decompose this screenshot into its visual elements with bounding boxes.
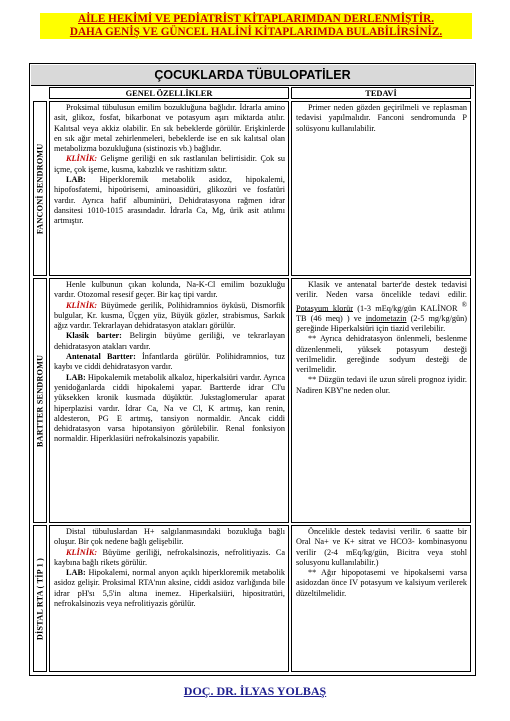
row-label-distal-rta xyxy=(33,525,47,672)
fanconi-treatment xyxy=(291,101,471,276)
page-title: ÇOCUKLARDA TÜBULOPATİLER xyxy=(31,65,474,86)
fanconi-klinik: KLİNİK: Gelişme geriliği en sık rastlanılan belirtisidir. Çok su içme, çok işeme, kusma, kabızlık ve rashitizm sıktır. xyxy=(54,154,285,174)
fanconi-lab: LAB: Hiperkloremik metabolik asidoz, hipokalemi, hipofosfatemi, hipoürisemi, aminoasidüri, glikozüri ve fosfatüri vardır. Ayrıca hafif albuminüri, Dehidratasyona rağmen idrar dansitesi 1010-1015 arasındadır. İdrarla Ca, Mg, ürik asit atılımı artmıştır. xyxy=(54,175,285,226)
bartter-general xyxy=(49,278,289,523)
fanconi-treatment-text: Primer neden gözden geçirilmeli ve replasman tedavisi yapılmalıdır. Fanconi sendromunda P solüsyonu kullanılabilir. xyxy=(296,103,467,133)
bartter-intro: Henle kulbunun çıkan kolunda, Na-K-Cl emilim bozukluğu vardır. Otozomal resesif geçer. Bir kaç tipi vardır. xyxy=(54,280,285,300)
fanconi-general xyxy=(49,101,289,276)
bartter-treatment-1: Klasik ve antenatal barter'de destek tedavisi verilir. Neden varsa öncelikle tedavi edilir. Potasyum klorür (1-3 mEq/kg/gün KALİNOR ® TB (46 meq) ) ve indometazin (2-5 mg/kg/gün) gereğinde Hiperkalsiüri için tiazid verilebilir. xyxy=(296,280,467,333)
bartter-treatment-2: ** Ayrıca dehidratasyon önlenmeli, beslenme düzenlenmeli, yüksek potasyum desteği verilmelidir. gereğinde sodyum desteği de verilmelidir. xyxy=(296,334,467,375)
fanconi-label: FANCONİ SENDROMU xyxy=(35,143,45,234)
bartter-treatment xyxy=(291,278,471,523)
banner-line-1: AİLE HEKİMİ VE PEDİATRİST KİTAPLARIMDAN DERLENMİŞTİR. xyxy=(78,13,434,25)
bartter-label: BARTTER SENDROMU xyxy=(35,354,45,447)
header-general: GENEL ÖZELLİKLER xyxy=(49,87,289,99)
distal-intro: Distal tübuluslardan H+ salgılanmasındaki bozukluğa bağlı oluşur. Bir çok nedene bağlı gelişebilir. xyxy=(54,527,285,547)
fanconi-intro: Proksimal tübulusun emilim bozukluğuna bağlıdır. İdrarla amino asit, glikoz, fosfat, bikarbonat ve potasyum aşırı miktarda atılır. Kalıtsal veya akkiz olabilir. En sık bebeklerde görülür. Erişkinlerde en sık ağır metal zehirlenmeleri, bebeklerde ise en sık kalıtsal olan metabolizma bozukluğuna (sistinozis vb.) bağlıdır. xyxy=(54,103,285,154)
distal-treatment xyxy=(291,525,471,672)
distal-rta-label: DİSTAL RTA ( TİP 1 ) xyxy=(35,557,45,640)
distal-lab: LAB: Hipokalemi, normal anyon açıklı hiperkloremik metabolik asidoz gelişir. Proksimal RTA'nın aksine, ciddi asidoz varlığında bile idrar pH'sı 5,5'in altına inemez. Hiperkalsiüri, hipositratüri, nefrokalsinozis veya nefrolitiyazis görülür. xyxy=(54,568,285,609)
distal-treatment-1: Öncelikle destek tedavisi verilir. 6 saatte bir Oral Na+ ve K+ sitrat ve HCO3- kombinasyonu verilir (2-4 mEq/kg/gün, Bicitra veya stohl solusyonu kullanılabilir.) xyxy=(296,527,467,567)
banner-line-2: DAHA GENİŞ VE GÜNCEL HALİNİ KİTAPLARIMDA BULABİLİRSİNİZ. xyxy=(69,26,443,38)
header-treatment: TEDAVİ xyxy=(291,87,471,99)
distal-general xyxy=(49,525,289,672)
banner xyxy=(40,13,472,39)
distal-klinik: KLİNİK: Büyüme geriliği, nefrokalsinozis, nefrolitiyazis. Ca kaybına bağlı rikets görülür. xyxy=(54,547,285,567)
row-label-fanconi xyxy=(33,101,47,276)
bartter-lab: LAB: Hipokalemik metabolik alkaloz, hiperkalsiüri vardır. Ayrıca yenidoğanlarda ciddi hipokalemi yapar. Bartterde idrar Cl'u yüksekken kronik kusmada düşüktür. Jukstaglomerular aparat hiperplazisi vardır. İdrar Ca, Na ve Cl, K artmış, kan renin, aldesteron, PG E artmış, tansiyon normaldir. Ancak ciddi dehidratasyon varsa hipotansiyon görülebilir. Renal fonksiyon normaldir. Hiperklasiüri nefrokalsinozis yapabilir. xyxy=(54,372,285,444)
bartter-klasik: Klasik barter: Belirgin büyüme geriliği, ve tekrarlayan dehidratasyon atakları vardır. xyxy=(54,331,285,351)
distal-treatment-2: ** Ağır hipopotasemi ve hipokalsemi varsa asidozdan önce IV potasyum ve kalsiyum verilerek düzeltilmelidir. xyxy=(296,568,467,598)
bartter-klinik: KLİNİK: Büyümede gerilik, Polihidramnios öyküsü, Dismorfik bulgular, Kr. kusma, Üçgen yüz, Büyük gözler, strabismus, Sarkık ağız vardır. Tekrarlayan dehidratasyon atakları görülür. xyxy=(54,300,285,331)
bartter-treatment-3: ** Düzgün tedavi ile uzun süreli prognoz iyidir. Nadiren KBY'ne neden olur. xyxy=(296,375,467,395)
author-footer: DOÇ. DR. İLYAS YOLBAŞ xyxy=(183,684,327,698)
row-label-bartter xyxy=(33,278,47,523)
bartter-antenatal: Antenatal Bartter: İnfantlarda görülür. Polihidramnios, tuz kaybı ve ciddi dehidratasyon vardır. xyxy=(54,352,285,372)
